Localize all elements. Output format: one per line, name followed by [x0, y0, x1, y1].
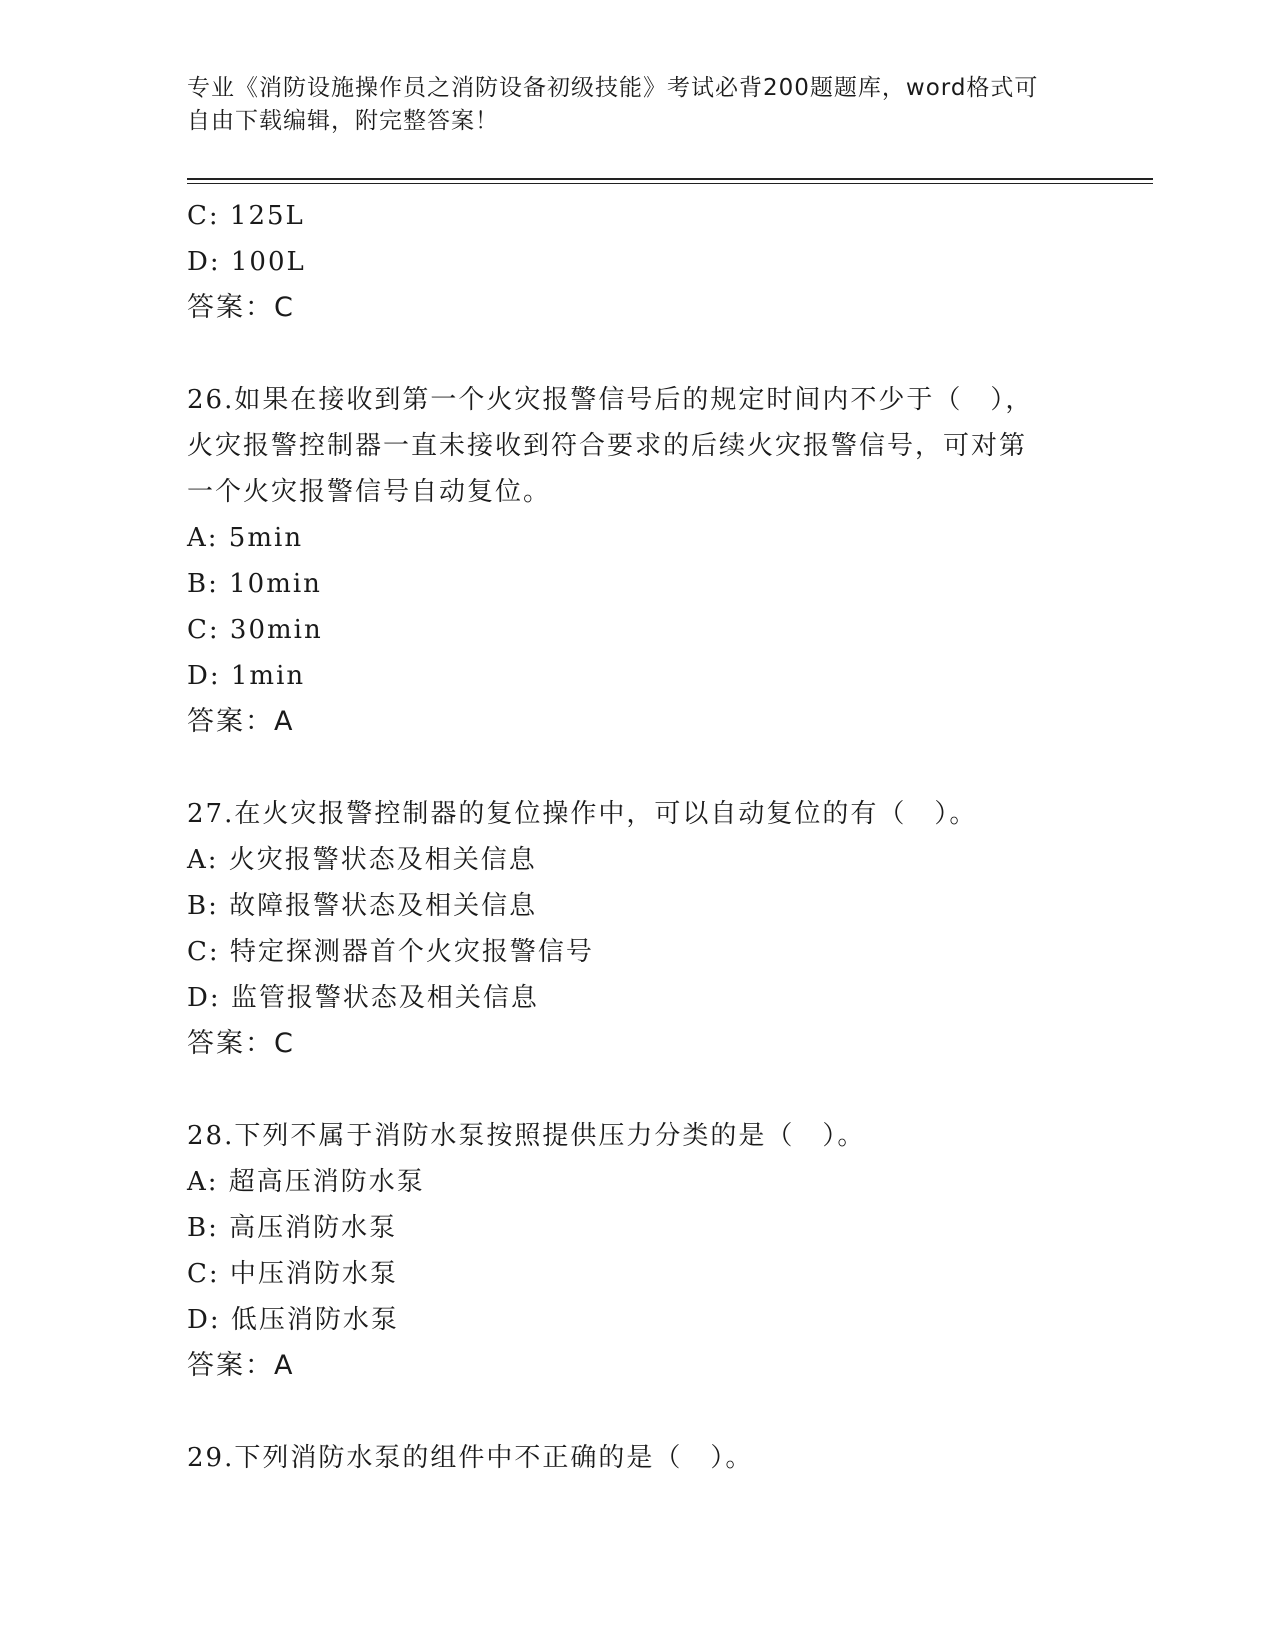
- question-stem-line: 27.在火灾报警控制器的复位操作中，可以自动复位的有（ ）。: [187, 799, 978, 829]
- question-stem-line: 一个火灾报警信号自动复位。: [187, 477, 552, 507]
- option-line: A: 超高压消防水泵: [187, 1167, 425, 1197]
- spacer: [187, 745, 1087, 791]
- question-stem-line: 29.下列消防水泵的组件中不正确的是（ ）。: [187, 1443, 754, 1473]
- question-28: [187, 1113, 1087, 1389]
- header-rule-thin: [187, 183, 1153, 184]
- document-body: [187, 193, 1087, 1481]
- option-line: A: 火灾报警状态及相关信息: [187, 845, 537, 875]
- option-line: D: 监管报警状态及相关信息: [187, 983, 539, 1013]
- question-27: [187, 791, 1087, 1067]
- option-line: C: 特定探测器首个火灾报警信号: [187, 937, 594, 967]
- question-stem-line: 26.如果在接收到第一个火灾报警信号后的规定时间内不少于（ ），: [187, 385, 1034, 415]
- question-26: [187, 377, 1087, 745]
- option-line: B: 10min: [187, 569, 322, 599]
- option-line: C: 中压消防水泵: [187, 1259, 398, 1289]
- option-line: D: 低压消防水泵: [187, 1305, 399, 1335]
- answer-line: 答案：C: [187, 1028, 295, 1059]
- answer-line: 答案：A: [187, 1350, 295, 1381]
- option-line: A: 5min: [187, 523, 304, 553]
- header-rule: [187, 178, 1153, 180]
- option-line: C: 125L: [187, 201, 305, 231]
- option-line: C: 30min: [187, 615, 323, 645]
- question-stem-line: 火灾报警控制器一直未接收到符合要求的后续火灾报警信号，可对第: [187, 431, 1028, 461]
- carryover-block: [187, 193, 1087, 331]
- question-29: [187, 1435, 1087, 1481]
- spacer: [187, 1389, 1087, 1435]
- header-line-2: 自由下载编辑，附完整答案！: [187, 108, 499, 134]
- spacer: [187, 331, 1087, 377]
- answer-line: 答案：A: [187, 706, 295, 737]
- spacer: [187, 1067, 1087, 1113]
- option-line: D: 1min: [187, 661, 306, 691]
- option-line: B: 故障报警状态及相关信息: [187, 891, 538, 921]
- option-line: B: 高压消防水泵: [187, 1213, 398, 1243]
- option-line: D: 100L: [187, 247, 306, 277]
- header-line-1: 专业《消防设施操作员之消防设备初级技能》考试必背200题题库，word格式可: [187, 75, 1039, 101]
- answer-line: 答案：C: [187, 292, 295, 323]
- question-stem-line: 28.下列不属于消防水泵按照提供压力分类的是（ ）。: [187, 1121, 866, 1151]
- document-header: [187, 72, 1087, 138]
